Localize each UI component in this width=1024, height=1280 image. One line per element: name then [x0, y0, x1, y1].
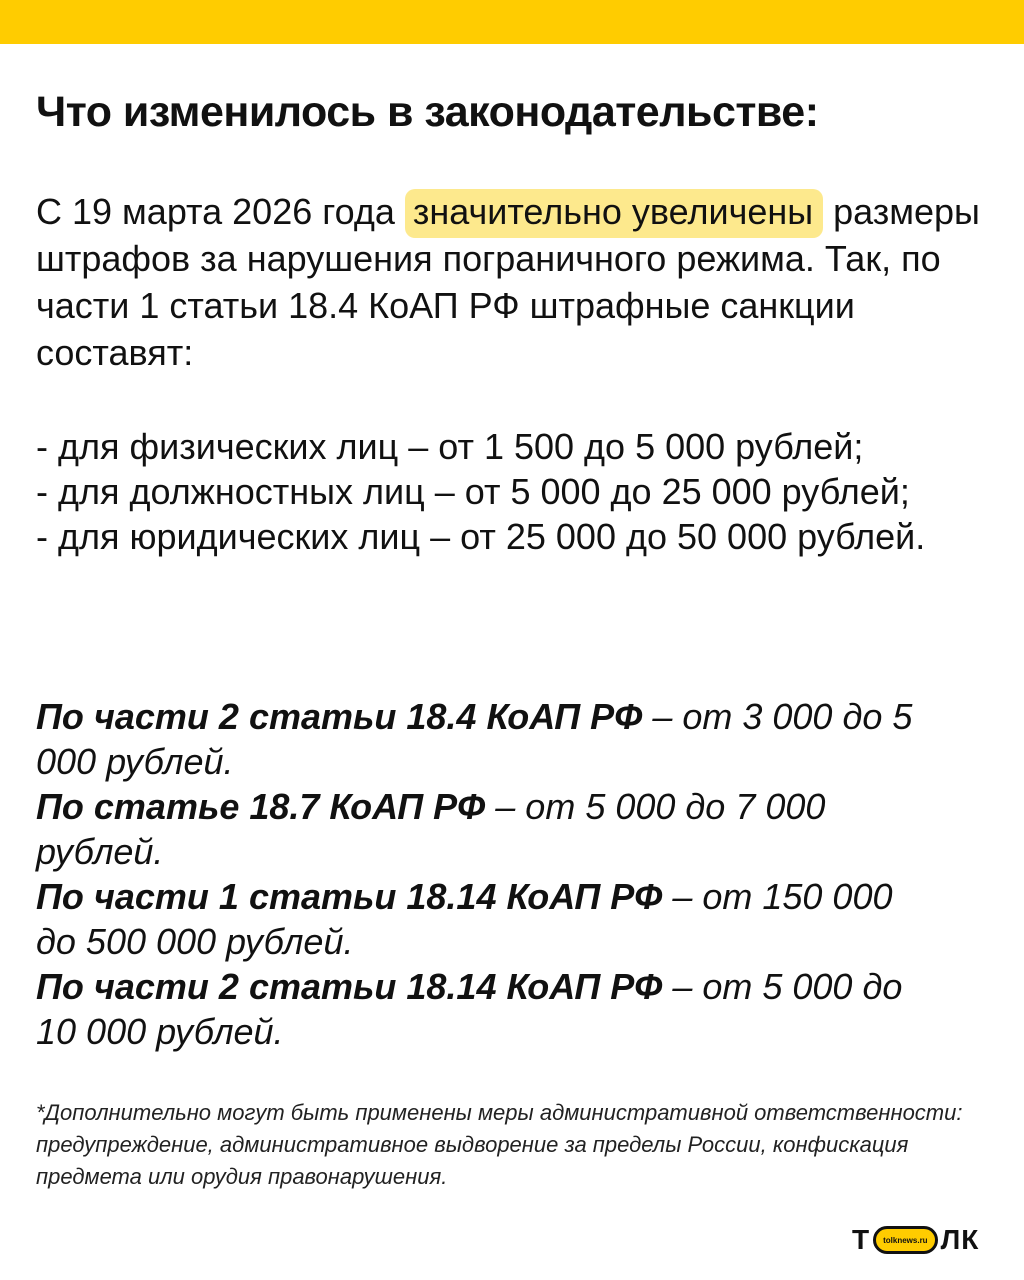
logo-left: Т	[852, 1224, 871, 1255]
intro-paragraph	[36, 188, 986, 376]
article-entry	[36, 694, 936, 784]
article-name: По части 2 статьи 18.4 КоАП РФ	[36, 696, 643, 737]
list-item: - для физических лиц – от 1 500 до 5 000 рублей;	[36, 426, 864, 467]
footnote: *Дополнительно могут быть применены меры административной ответственности: предупреждение, административное выдворение за пределы России, конфискация предмета или орудия правонарушения.	[36, 1100, 963, 1189]
article-entry	[36, 964, 936, 1054]
article-name: По части 2 статьи 18.14 КоАП РФ	[36, 966, 663, 1007]
brand-logo	[852, 1223, 979, 1257]
article-name: По статье 18.7 КоАП РФ	[36, 786, 486, 827]
intro-text-after: размеры штрафов за нарушения пограничного режима. Так, по части 1 статьи 18.4 КоАП РФ штрафные санкции составят:	[36, 191, 980, 373]
list-item: - для юридических лиц – от 25 000 до 50 000 рублей.	[36, 516, 926, 557]
article-entry	[36, 784, 936, 874]
top-accent-bar	[0, 0, 1024, 44]
intro-highlight: значительно увеличены	[405, 189, 823, 238]
fines-list	[36, 424, 986, 559]
page-title: Что изменилось в законодательстве:	[36, 88, 819, 136]
list-item: - для должностных лиц – от 5 000 до 25 000 рублей;	[36, 471, 910, 512]
intro-text-before: С 19 марта 2026 года	[36, 191, 405, 232]
article-range: – от 3 000 до 5 000 рублей.	[36, 696, 913, 782]
logo-pill: tolknews.ru	[873, 1226, 937, 1254]
article-name: По части 1 статьи 18.14 КоАП РФ	[36, 876, 663, 917]
article-range: – от 5 000 до 7 000 рублей.	[36, 786, 826, 872]
article-range: – от 5 000 до 10 000 рублей.	[36, 966, 903, 1052]
article-entry	[36, 874, 936, 964]
article-range: – от 150 000 до 500 000 рублей.	[36, 876, 893, 962]
articles-list	[36, 694, 936, 1054]
logo-right: ЛК	[940, 1224, 980, 1255]
